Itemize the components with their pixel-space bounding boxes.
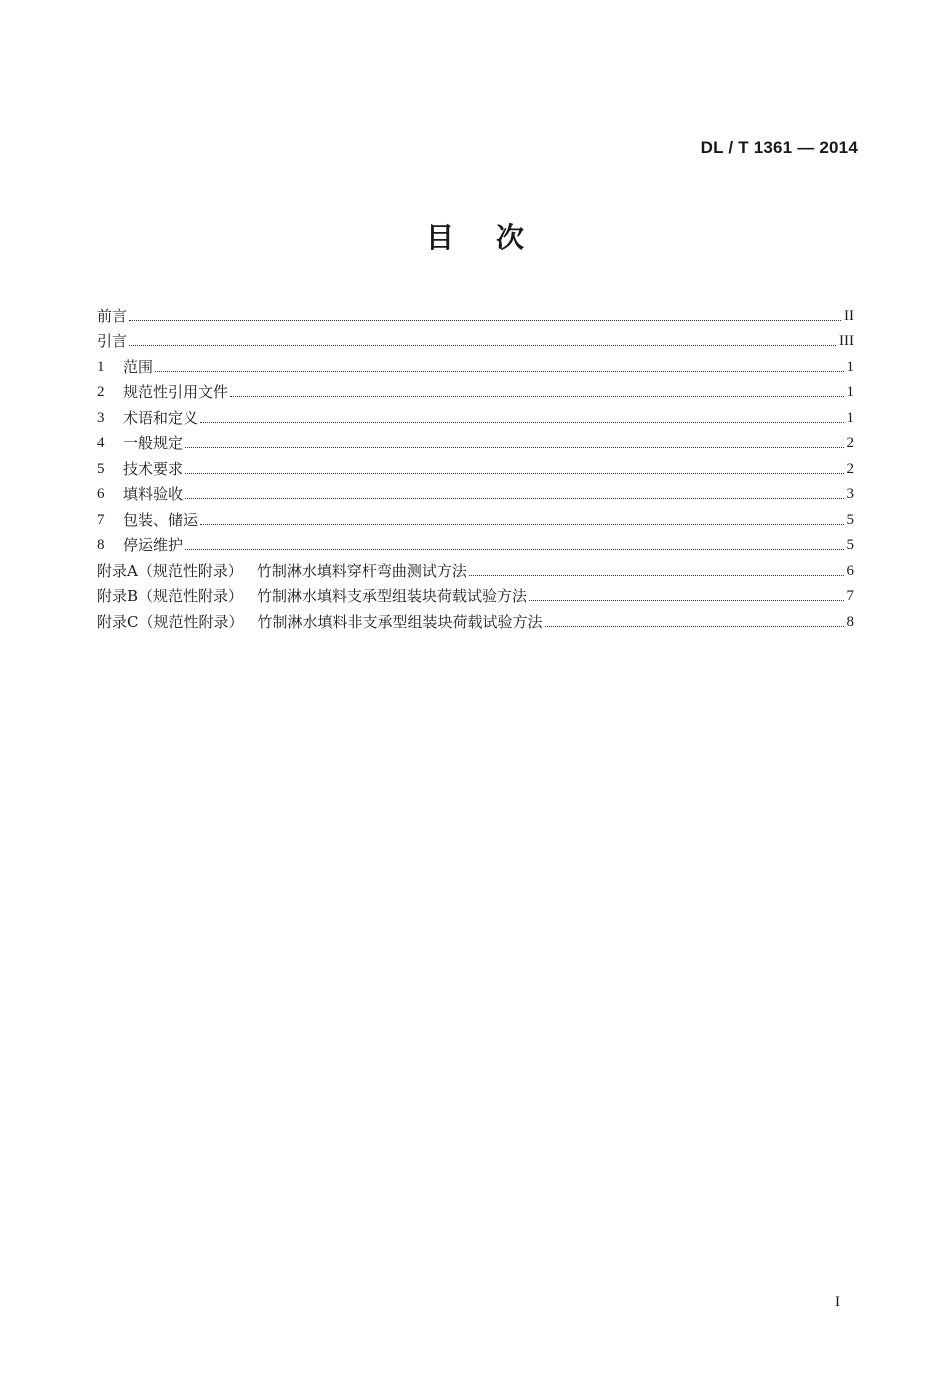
toc-entry-page: 1	[846, 358, 854, 375]
toc-leader-dots	[469, 574, 844, 576]
toc-entry-title: 竹制淋水填料支承型组装块荷载试验方法	[257, 587, 528, 605]
toc-entry-title: 包装、储运	[123, 510, 199, 529]
toc-leader-dots	[200, 523, 843, 525]
toc-entry-title: 术语和定义	[123, 408, 199, 427]
toc-entry-acceptance[interactable]	[97, 479, 854, 505]
toc-entry-number: 6	[97, 486, 105, 502]
toc-entry-normative-references[interactable]	[97, 377, 854, 403]
toc-entry-page: 1	[846, 409, 854, 426]
toc-entry-title: 竹制淋水填料非支承型组装块荷载试验方法	[257, 612, 543, 631]
toc-entry-general[interactable]	[97, 428, 854, 454]
toc-entry-number: 7	[97, 511, 105, 528]
page-number: I	[835, 1294, 840, 1310]
toc-entry-page: 2	[846, 435, 854, 451]
toc-entry-introduction[interactable]	[97, 326, 854, 352]
toc-appendix-label: 附录C（规范性附录）	[97, 612, 244, 631]
toc-entry-number: 8	[97, 537, 105, 553]
toc-entry-appendix-c[interactable]	[97, 606, 854, 632]
toc-entry-title: 一般规定	[123, 434, 184, 452]
table-of-contents	[97, 300, 854, 632]
toc-appendix-label: 附录A（规范性附录）	[97, 561, 243, 580]
toc-entry-number: 3	[97, 409, 105, 426]
toc-entry-number: 1	[97, 358, 105, 375]
toc-entry-page: 3	[846, 486, 854, 502]
toc-entry-title: 竹制淋水填料穿杆弯曲测试方法	[256, 561, 467, 580]
toc-leader-dots	[185, 497, 843, 499]
toc-entry-page: II	[844, 307, 854, 324]
toc-entry-page: 1	[846, 384, 854, 400]
toc-entry-appendix-a[interactable]	[97, 555, 854, 581]
toc-entry-page: 2	[846, 460, 854, 477]
toc-entry-packaging[interactable]	[97, 504, 854, 530]
toc-leader-dots	[185, 548, 843, 550]
toc-leader-dots	[155, 370, 843, 372]
toc-entry-page: 5	[846, 537, 854, 553]
toc-entry-page: 7	[846, 588, 854, 604]
toc-leader-dots	[230, 395, 843, 397]
toc-entry-title: 规范性引用文件	[123, 383, 229, 401]
toc-entry-number: 2	[97, 384, 105, 400]
toc-leader-dots	[129, 319, 841, 321]
toc-leader-dots	[529, 599, 843, 601]
toc-entry-title: 范围	[123, 357, 154, 376]
toc-entry-page: 5	[846, 511, 854, 528]
toc-entry-title: 停运维护	[123, 536, 184, 554]
toc-entry-terms[interactable]	[97, 402, 854, 428]
toc-entry-foreword[interactable]	[97, 300, 854, 326]
toc-entry-number: 4	[97, 435, 105, 451]
toc-entry-title: 填料验收	[123, 485, 184, 503]
standard-code: DL / T 1361 — 2014	[700, 138, 858, 157]
toc-leader-dots	[185, 472, 843, 474]
toc-entry-technical-requirements[interactable]	[97, 453, 854, 479]
toc-leader-dots	[129, 344, 836, 346]
toc-entry-scope[interactable]	[97, 351, 854, 377]
toc-entry-page: 6	[846, 562, 854, 579]
toc-entry-appendix-b[interactable]	[97, 581, 854, 607]
page-title: 目次	[425, 221, 566, 254]
toc-leader-dots	[545, 625, 844, 627]
toc-entry-page: III	[839, 333, 854, 349]
toc-leader-dots	[200, 421, 843, 423]
toc-leader-dots	[185, 446, 843, 448]
toc-entry-maintenance[interactable]	[97, 530, 854, 556]
toc-entry-title: 前言	[97, 306, 128, 325]
toc-entry-title: 引言	[97, 332, 128, 350]
toc-entry-number: 5	[97, 460, 105, 477]
toc-entry-page: 8	[846, 613, 854, 630]
toc-entry-title: 技术要求	[123, 459, 184, 478]
toc-appendix-label: 附录B（规范性附录）	[97, 587, 244, 605]
